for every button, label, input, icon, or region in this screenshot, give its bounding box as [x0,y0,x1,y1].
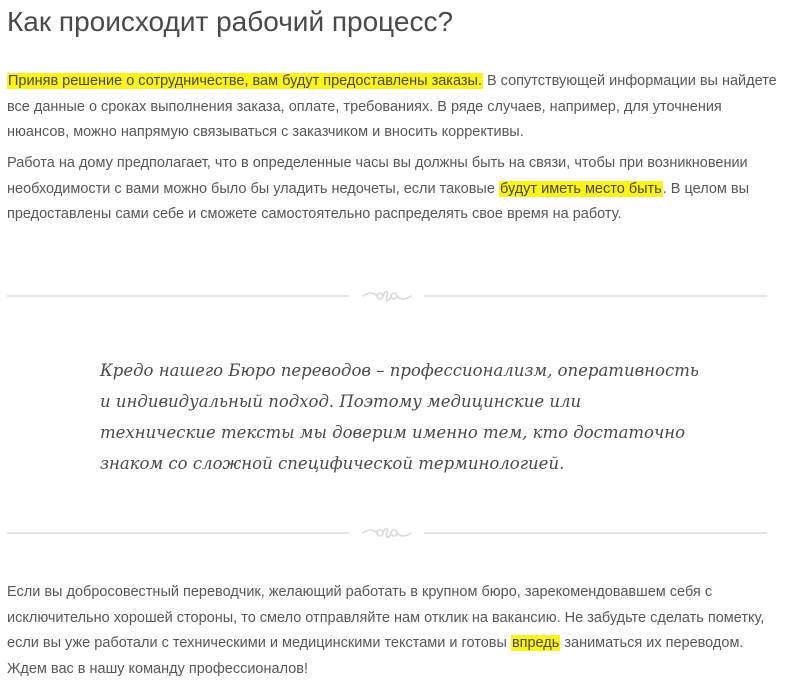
paragraph-workflow [7,69,782,146]
section-divider [7,523,767,543]
section-divider [7,286,767,306]
divider-line [424,295,767,297]
divider-line [7,295,349,297]
highlighted-text: будут иметь место быть [499,180,662,197]
paragraph-invitation [7,580,782,682]
page-title: Как происходит рабочий процесс? [7,6,454,37]
paragraph-text: В сопутствующей информации вы найдете все данные о сроках выполнения заказа, оплате, требованиях. В ряде случаев, например, для уточнения нюансов, можно напрямую связываться с заказчиком и вносить коррективы. [7,73,777,140]
highlighted-text: впредь [511,635,560,651]
paragraph-text: заниматься их переводом. Ждем вас в нашу команду профессионалов! [7,635,744,677]
quote-block: Кредо нашего Бюро переводов – профессионализм, оперативность и индивидуальный подход. Поэтому медицинские или технические тексты мы доверим именно тем, кто достаточно знаком со сложной специфической терминологией. [100,361,699,473]
flourish-ornament-icon [361,523,413,543]
paragraph-text: Если вы добросовестный переводчик, желающий работать в крупном бюро, зарекомендовавшем себя с исключительно хорошей стороны, то смело отправляйте нам отклик на вакансию. Не забудьте сделать пометку, если вы уже работали с техническими и медицинскими текстами и готовы [7,584,765,651]
paragraph-text: Работа на дому предполагает, что в определенные часы вы должны быть на связи, чтобы при возникновении необходимости с вами можно было бы уладить недочеты, если таковые [7,155,748,197]
highlighted-text: Приняв решение о сотрудничестве, вам будут предоставлены заказы. [8,73,482,89]
divider-line [7,532,349,534]
flourish-ornament-icon [361,286,413,306]
paragraph-text: . В целом вы предоставлены сами себе и сможете самостоятельно распределять свое время на работу. [7,180,750,222]
paragraph-remote-work [7,151,782,228]
divider-line [424,532,767,534]
